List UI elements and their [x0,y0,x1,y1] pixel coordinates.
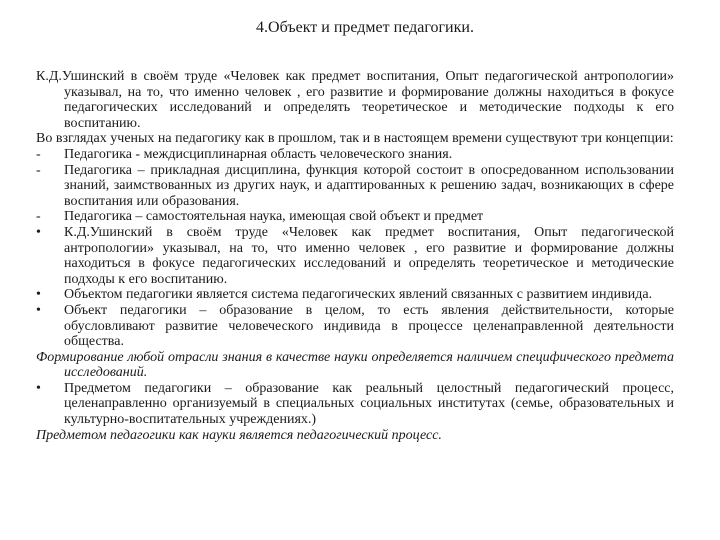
list-item-text: Педагогика - междисциплинарная область человеческого знания. [64,146,453,162]
paragraph-three-concepts [36,131,674,147]
paragraph-text: Формирование любой отрасли знания в качестве науки определяется наличием специфического предмета исследований. [36,349,674,381]
bullet-marker: • [36,287,41,303]
list-item-text: Объектом педагогики является система педагогических явлений связанных с развитием индивида. [64,287,653,303]
list-item-concept-2 [36,163,674,210]
dash-marker: - [36,162,41,178]
paragraph-text: К.Д.Ушинский в своём труде «Человек как предмет воспитания, Опыт педагогической антропологии» указывал, на то, что именно человек , его развитие и формирование должны находиться в фокусе педагогических исследований и определять теоретическое и методические подходы к его воспитанию. [36,69,674,131]
slide-title: 4.Объект и предмет педагогики. [256,19,474,36]
slide-body [36,69,674,443]
list-item-subject-education [36,381,674,428]
list-item-concept-3 [36,209,674,225]
list-item-concept-1 [36,147,674,163]
list-item-ushinsky [36,225,674,287]
dash-marker: - [36,209,41,225]
paragraph-subject-process [36,428,674,444]
paragraph-text: Во взглядах ученых на педагогику как в прошлом, так и в настоящем времени существуют три концепции: [36,131,674,147]
list-item-text: Педагогика – самостоятельная наука, имеющая свой объект и предмет [64,209,484,225]
list-item-object-education [36,303,674,350]
bullet-marker: • [36,302,41,318]
dash-marker: - [36,146,41,162]
paragraph-ushinsky-intro [36,69,674,131]
list-item-object-system [36,287,674,303]
list-item-text: Объект педагогики – образование в целом, то есть явления действительности, которые обусловливают развитие человеческого индивида в процессе целенаправленной деятельности общества. [64,302,674,350]
list-item-text: Предметом педагогики – образование как реальный целостный педагогический процесс, целенаправленно организуемый в специальных социальных институтах (семье, образовательных и культурно-воспитательных учреждениях.) [64,380,674,428]
bullet-marker: • [36,224,41,240]
list-item-text: К.Д.Ушинский в своём труде «Человек как предмет воспитания, Опыт педагогической антропологии» указывал, на то, что именно человек , его развитие и формирование должны находиться в фокусе педагогических исследований и определять теоретическое и методические подходы к его воспитанию. [64,224,674,287]
bullet-marker: • [36,380,41,396]
paragraph-science-subject [36,350,674,381]
list-item-text: Педагогика – прикладная дисциплина, функция которой состоит в опосредованном использовании знаний, заимствованных из других наук, и адаптированных к решению задач, возникающих в сфере воспитания или образования. [64,162,674,209]
paragraph-text: Предметом педагогики как науки является педагогический процесс. [36,427,442,443]
